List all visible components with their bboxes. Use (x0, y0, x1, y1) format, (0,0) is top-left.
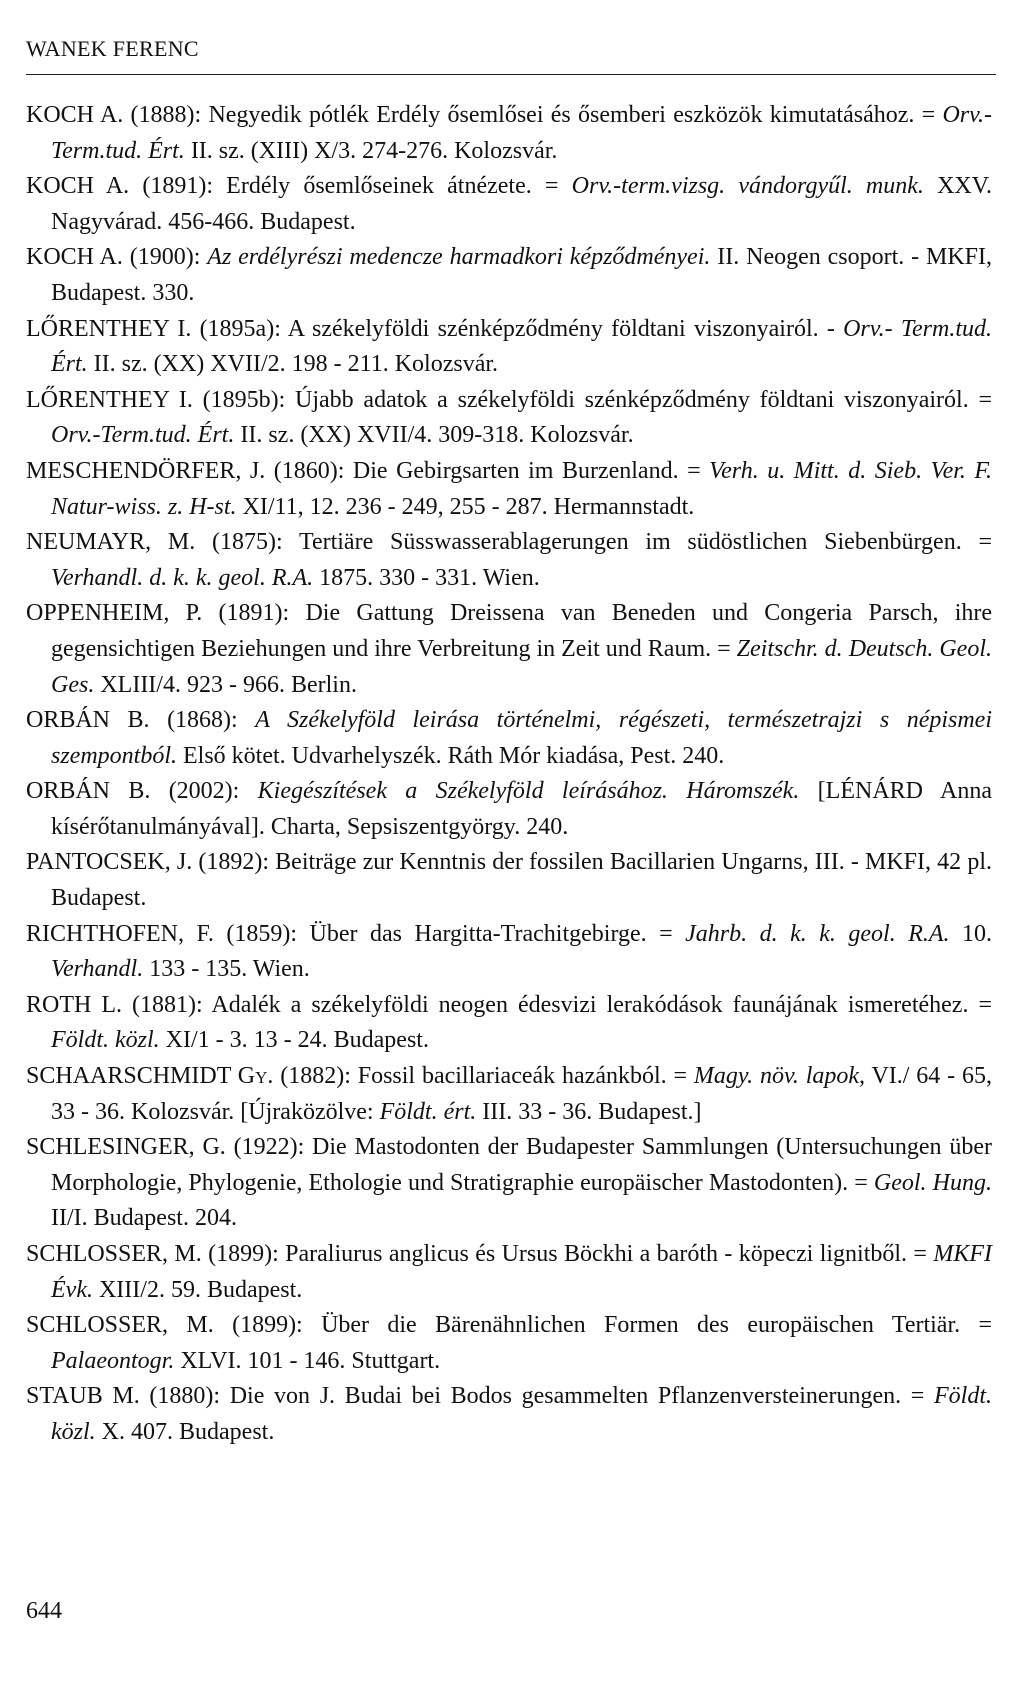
reference-text: XLIII/4. 923 - 966. Berlin. (94, 671, 357, 698)
page-number: 644 (26, 1598, 62, 1624)
reference-title: Kiegészítések a Székelyföld leírásához. Háromszék. (257, 778, 800, 805)
reference-entry (26, 312, 992, 383)
header-rule (26, 74, 996, 75)
reference-title: Az erdélyrészi medencze harmadkori képződményei. (207, 244, 711, 271)
reference-entry (26, 703, 992, 774)
reference-title: A Székelyföld leirása történelmi, régészeti, természetrajzi s népismei szempontból. (51, 707, 993, 769)
reference-author: KOCH A. (26, 244, 123, 271)
reference-text: (1868): (149, 707, 256, 734)
reference-source: Verhandl. (51, 956, 144, 983)
reference-source: Orv.-Term.tud. Ért. (51, 422, 235, 449)
reference-entry (26, 845, 992, 916)
reference-entry (26, 454, 992, 525)
reference-source: MKFI Évk. (51, 1241, 992, 1303)
reference-entry (26, 240, 992, 311)
reference-text: XIII/2. 59. Budapest. (92, 1276, 303, 1303)
reference-author: ORBÁN B. (26, 778, 151, 805)
reference-text: XI/11, 12. 236 - 249, 255 - 287. Hermannstadt. (236, 493, 695, 520)
reference-source: Geol. Hung. (873, 1169, 992, 1196)
reference-source: Földt. ért. (379, 1098, 477, 1125)
reference-author: KOCH A. (26, 173, 130, 200)
reference-author: SCHLOSSER, M. (26, 1241, 202, 1267)
reference-text: XXV. Nagyvárad. 456-466. Budapest. (51, 173, 992, 235)
reference-text: 133 - 135. Wien. (143, 956, 310, 983)
running-head: WANEK FERENC (26, 36, 199, 61)
reference-text: II. sz. (XIII) X/3. 274-276. Kolozsvár. (184, 137, 558, 164)
reference-text: III. 33 - 36. Budapest.] (476, 1098, 702, 1125)
reference-entry (26, 1308, 992, 1379)
reference-source: Verhandl. d. k. k. geol. R.A. (51, 564, 314, 591)
reference-author: MESCHENDÖRFER, J. (26, 457, 266, 484)
reference-entry (26, 988, 992, 1059)
reference-author: SCHLESINGER, G. (26, 1134, 226, 1161)
reference-entry (26, 525, 992, 596)
reference-text: 10. (949, 920, 992, 947)
reference-text: (1895a): A székelyföldi szénképződmény földtani viszonyairól. - (191, 315, 844, 342)
reference-text: II. sz. (XX) XVII/2. 198 - 211. Kolozsvár. (87, 351, 499, 378)
reference-entry (26, 1130, 992, 1237)
reference-text: (1891): Erdély ősemlőseinek átnézete. = (129, 173, 572, 200)
reference-source: Földt. közl. (51, 1383, 993, 1445)
reference-source: Jahrb. d. k. k. geol. R.A. (685, 920, 950, 947)
reference-list (26, 98, 992, 1451)
reference-text: Első kötet. Udvarhelyszék. Ráth Mór kiadása, Pest. 240. (177, 742, 725, 769)
reference-text: (1922): Die Mastodonten der Budapester Sammlungen (Untersuchungen über Morphologie, Phylogenie, Ethologie und Stratigraphie europäischer Mastodonten). = (51, 1134, 992, 1196)
reference-entry (26, 1379, 992, 1450)
reference-source: Magy. növ. lapok, (693, 1063, 866, 1090)
reference-coauthor: LÉNÁRD (825, 778, 923, 805)
reference-text: (1888): Negyedik pótlék Erdély ősemlősei és ősemberi eszközök kimutatásához. = (123, 102, 943, 128)
reference-entry (26, 917, 992, 988)
reference-text: II. Neogen csoport. - MKFI, Budapest. 330. (51, 244, 993, 306)
reference-text: II. sz. (XX) XVII/4. 309-318. Kolozsvár. (234, 422, 634, 449)
reference-source: Zeitschr. d. Deutsch. Geol. Ges. (51, 635, 992, 698)
reference-text: (1899): Über die Bärenähnlichen Formen des europäischen Tertiär. = (213, 1312, 992, 1339)
reference-entry (26, 596, 992, 703)
reference-author: OPPENHEIM, P. (26, 600, 203, 627)
reference-text: II/I. Budapest. 204. (51, 1205, 237, 1232)
reference-entry (26, 169, 992, 240)
reference-text: [ (799, 778, 826, 805)
reference-source: Verh. u. Mitt. d. Sieb. Ver. F. Natur-wiss. z. H-st. (51, 457, 992, 520)
reference-text: (2002): (150, 778, 258, 805)
reference-author: PANTOCSEK, J. (26, 849, 193, 876)
reference-entry (26, 383, 992, 454)
reference-author: ROTH L. (26, 991, 123, 1018)
reference-author: KOCH A. (26, 102, 124, 128)
reference-source: Orv.- Term.tud. Ért. (51, 315, 993, 378)
reference-text: XLVI. 101 - 146. Stuttgart. (174, 1347, 441, 1374)
reference-text: Anna kísérőtanulmányával]. Charta, Sepsiszentgyörgy. 240. (51, 778, 992, 840)
reference-text: (1882): Fossil bacillariaceák hazánkból. = (273, 1063, 694, 1090)
reference-source: Földt. közl. (51, 1027, 160, 1054)
reference-source: Orv.-term.vizsg. vándorgyűl. munk. (571, 173, 924, 200)
reference-source: Orv.-Term.tud. Ért. (51, 102, 993, 164)
reference-author: SCHAARSCHMIDT Gy. (26, 1063, 274, 1090)
reference-text: (1880): Die von J. Budai bei Bodos gesammelten Pflanzenversteinerungen. = (139, 1383, 935, 1410)
reference-entry (26, 1237, 992, 1308)
reference-text: (1900): (122, 244, 208, 271)
reference-text: (1860): Die Gebirgsarten im Burzenland. = (265, 457, 710, 484)
reference-entry (26, 774, 992, 845)
reference-text: (1859): Über das Hargitta-Trachitgebirge. = (213, 920, 686, 947)
reference-text: 1875. 330 - 331. Wien. (313, 564, 540, 591)
reference-entry (26, 98, 992, 169)
reference-text: (1881): Adalék a székelyföldi neogen édesvizi lerakódások faunájának ismeretéhez. = (122, 991, 993, 1018)
reference-text: XI/1 - 3. 13 - 24. Budapest. (159, 1027, 429, 1054)
reference-entry (26, 1059, 992, 1130)
reference-text: (1895b): Újabb adatok a székelyföldi szénképződmény földtani viszonyairól. = (192, 386, 992, 413)
reference-author: STAUB M. (26, 1383, 140, 1410)
reference-author: ORBÁN B. (26, 707, 150, 734)
reference-text: (1899): Paraliurus anglicus és Ursus Böckhi a baróth - köpeczi lignitből. = (201, 1241, 934, 1267)
reference-text: (1875): Tertiäre Süsswasserablagerungen im südöstlichen Siebenbürgen. = (195, 529, 992, 556)
reference-source: Palaeontogr. (51, 1347, 175, 1374)
reference-text: X. 407. Budapest. (95, 1418, 275, 1445)
reference-author: RICHTHOFEN, F. (26, 920, 214, 947)
reference-author: SCHLOSSER, M. (26, 1312, 214, 1339)
reference-author: LŐRENTHEY I. (26, 315, 192, 342)
reference-text: (1892): Beiträge zur Kenntnis der fossilen Bacillarien Ungarns, III. - MKFI, 42 pl. Budapest. (51, 849, 992, 912)
reference-text: (1891): Die Gattung Dreissena van Beneden und Congeria Parsch, ihre gegensichtigen Beziehungen und ihre Verbreitung in Zeit und Raum. = (51, 600, 993, 662)
reference-author: NEUMAYR, M. (26, 529, 196, 556)
reference-text: VI./ 64 - 65, 33 - 36. Kolozsvár. [Újraközölve: (51, 1063, 992, 1125)
reference-author: LŐRENTHEY I. (26, 386, 193, 413)
